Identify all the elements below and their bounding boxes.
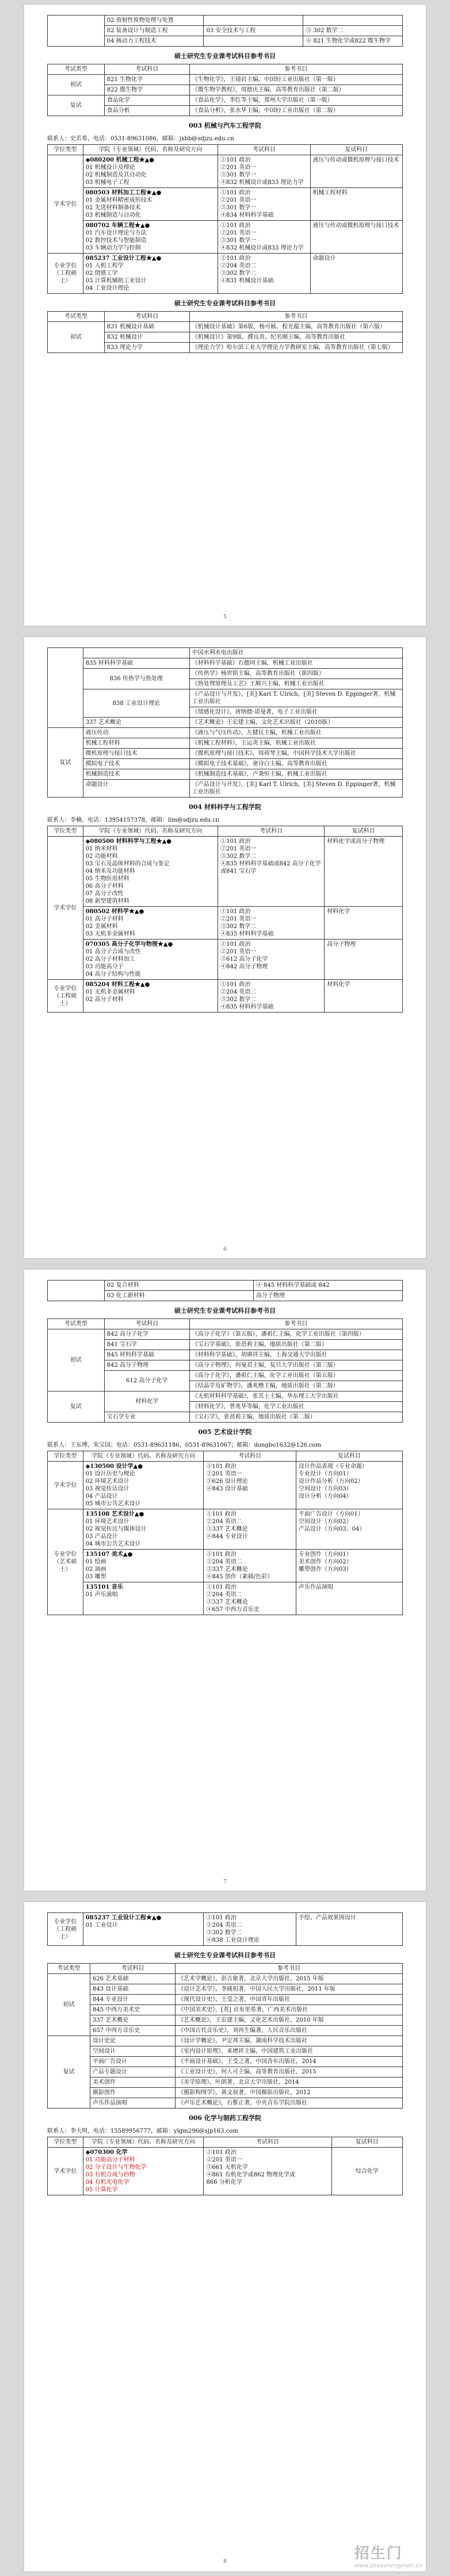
table-row: 初试 831 机械设计基础 《机械设计基础》第6版，杨可桢、程光蕴主编，高等教育出版社（第六版）	[48, 322, 403, 332]
table-row: 337 艺术概论 《艺术概论》，王宏建主编，文化艺术出版社，2010 年版	[48, 2015, 403, 2026]
table-row: 美术创作 《美学原理》，叶朗著，北京大学出版社，2014	[48, 2077, 403, 2088]
contact-line: 联系人：李楠，电话：13954157378，邮箱：lim@sdjzu.edu.cn	[47, 817, 220, 823]
table-row: 专业学位（工程硕士） 085237 工业设计工程★▲● 01 人机工程学 02 情感工学 03 计算机辅助工业设计 04 工业设计理论 ①101 政治 ②204 英语二 ③302 数学二 ④831 机械设计基础 命题设计	[48, 254, 403, 294]
major-table	[47, 1451, 403, 1615]
table-header: 考试类型 考试科目 参考书目	[48, 1964, 403, 1974]
section-heading: 硕士研究生专业课考试科目参考书目	[174, 300, 276, 307]
table-row: 微机原理与接口技术 《微机原理与接口技术》，周荷琴主编，中国科学技术大学出版社	[48, 749, 403, 759]
college-title: 005 艺术设计学院	[198, 1428, 252, 1436]
table-row: 080503 材料加工工程★▲● 01 金属材料精密成形技术 02 先进材料制备技术 03 机械制造与自动化 ①101 政治 ②201 英语一 ③301 数学一 ④834 材料科学基础 机械工程材料	[48, 188, 403, 221]
degree-type: 学术学位	[48, 837, 83, 980]
contact-line: 联系人：史若希，电话：0531-89631086，邮箱：jxbb@sdjzu.edu.cn	[47, 136, 234, 142]
table-row: 学术学位 ◆070300 化学 01 功能高分子材料 02 分子设计与生物化学 03 有机合成与药物 04 有机光电化学 05 计算化学 ①101 政治 ②201 英语一 ③661 无机化学 ④861 有机化学或862 物理化学或 866 分析化学 综合化学	[48, 2148, 403, 2195]
table-row: 初试 626 艺术基础 《艺术学概论》，彭吉象著，北京大学出版社，2015 年版	[48, 1974, 403, 1984]
table-header: 学位类型 学院（专业领域）代码、名称及研究方向 考试科目 复试科目	[48, 1451, 403, 1462]
table-row: 产品专题设计 《工业设计史》，何人可主编，高等教育出版社，2015	[48, 2067, 403, 2077]
major-table	[47, 826, 403, 1013]
table-row: 初试 842 高分子化学 《高分子化学》（第五版），潘祖仁主编，化学工业出版社（第四版）	[48, 1329, 403, 1340]
table-row: 070305 高分子化学与物理★▲● 01 高分子合成与改性 02 高分子材料加工 03 功能高分子 04 高分子结构与性能 ①101 政治 ②201 英语一 ③612 高分子化学 ④842 高分子物理 高分子物理	[48, 940, 403, 980]
section-heading: 硕士研究生专业课考试科目参考书目	[174, 1307, 276, 1314]
table-row: 复试 食品化学 《食品化学》，李红等主编，郑州大学出版社（第一版）	[48, 95, 403, 106]
major-table-continued	[47, 1280, 403, 1301]
table-row: 《情感化设计》，唐纳德·诺曼著，电子工业出版社	[48, 707, 403, 718]
table-header: 学位类型 学院（专业领域）代码、名称及研究方向 考试科目 复试科目	[48, 145, 403, 155]
table-row: 《结晶学及矿物学》，潘兆橹主编，地质出版社（第二版）	[48, 1381, 403, 1392]
table-row: 宝石学专业 《宝石学》，张蓓莉主编，地质出版社（第二版）	[48, 1412, 403, 1423]
table-row: 食品分析 《食品分析》，张水华主编，中国轻工业出版社（第二版）	[48, 106, 403, 116]
page-number: 6	[223, 1247, 227, 1252]
table-row: 135101 音乐 01 声乐演唱 ①101 政治 ②204 英语二 ③337 艺术概论 ④657 中西方音乐史 声乐作品演唱	[48, 1582, 403, 1615]
table-header: 学位类型 学院（专业领域）代码、名称及研究方向 考试科目 复试科目	[48, 2137, 403, 2148]
table-row: 838 工业设计理论 《产品设计与开发》，[美] Karl T. Ulrich，[美] Steven D. Eppinger著，机械工业出版社	[48, 689, 403, 707]
reference-books-table	[47, 1963, 403, 2109]
page-number: 7	[223, 1879, 227, 1885]
degree-type: 学术学位	[48, 155, 83, 254]
table-row: 《材料化学》，曾兆华等编，化学工业出版社	[48, 1402, 403, 1412]
table-row: 841 宝石学 《宝石学基础》，张蓓莉主编，地质出版社（第二版）	[48, 1340, 403, 1350]
table-row: 833 理论力学 《理论力学》哈尔滨工业大学理论力学教研室主编，高等教育出版社（第七版）	[48, 343, 403, 353]
table-row: 专业学位（工程硕士） 085237 工业设计工程★▲● 01 工业设计 ①101 政治 ②204 英语二 ③302 数学二 ④838 工业设计理论 手绘、产品效果图设计	[48, 1913, 403, 1946]
table-row: 空间设计 《室内设计原理》，来增祥主编，中国建筑工业出版社	[48, 2046, 403, 2057]
reference-books-table	[47, 311, 403, 353]
page-number: 8	[223, 2559, 227, 2564]
major-table-continued	[47, 15, 403, 47]
table-row: 02 装备设计与制造工程 03 安全技术与工程 ③ 302 数学二	[48, 26, 403, 36]
table-row: 复试 材料化学 《无机材料科学基础》，张其土主编，华东理工大学出版社	[48, 1392, 403, 1402]
table-row: 135107 美术▲● 01 绘画 02 油画 03 雕塑 ①101 政治 ②204 英语二 ③337 艺术概论 ④845 创作（素描/色彩） 专业创作（方向01） 美术创作（方向02） 雕塑创作（方向03）	[48, 1550, 403, 1582]
table-row: 836 传热学与热处理 《传热学》杨世铭主编，高等教育出版社（第四版）	[48, 669, 403, 679]
college-title: 006 化学与制药工程学院	[189, 2114, 261, 2122]
table-row: 命题设计 《产品设计与开发》，[美] Karl T. Ulrich，[美] Steven D. Eppinger著，机械工业出版社	[48, 780, 403, 798]
table-row: 学术学位 ◆130500 设计学▲● 01 设计历史与理论 02 环境艺术设计 03 视觉传达设计 04 产品设计 05 城市公共艺术设计 ①101 政治 ②201 英语一 ③626 设计理论 ④843 设计基础 设计作品表现（专业命题） 专业设计（方向01） 设计作品分析（方向02） 空间设计（方向03） 设计分析（方向04）	[48, 1462, 403, 1509]
table-row: 摄影创作 《摄影构图学》，黄文叔著，中国摄影出版社，2012	[48, 2088, 403, 2098]
table-row: 初试 821 生物化学 《生物化学》，王镜岩主编，中国轻工业出版社（第一版）	[48, 75, 403, 85]
table-row: 842 高分子物理 《高分子物理》，何曼君主编，复旦大学出版社（第三版）	[48, 1360, 403, 1371]
page-number: 5	[223, 614, 227, 620]
table-row: 声乐作品演唱 《声乐艺术概论》，石惟正著，中央音乐学院出版社	[48, 2098, 403, 2109]
degree-type: 专业学位（艺术硕士）	[48, 1509, 83, 1615]
table-row: 学术学位 ◆080200 机械工程★▲● 01 机械设计及理论 02 机械制造及其自动化 03 机械电子工程 ①101 政治 ②201 英语一 ③301 数学一 ④832 机械设计或833 理论力学 液压与传动或微机原理与接口技术	[48, 155, 403, 188]
table-row: 822 微生物学 《微生物学教程》，周德庆主编，高等教育出版社（第二版）	[48, 85, 403, 95]
degree-type: 学术学位	[48, 1462, 83, 1509]
table-row: 机械制造技术 《机械制造技术基础》，卢秉恒主编，机械工业出版社	[48, 769, 403, 780]
table-row: 337 艺术概论 《艺术概论》王宏建主编，文化艺术出版社（2010版）	[48, 718, 403, 728]
degree-type: 专业学位（工程硕士）	[48, 980, 83, 1013]
table-row: 835 材料科学基础 《材料科学基础》石德珂主编，机械工业出版社	[48, 658, 403, 669]
table-row: 04 核动力工程技术 ④ 821 生物化学或822 微生物学	[48, 36, 403, 47]
section-heading: 硕士研究生专业课考试科目参考书目	[174, 1952, 276, 1959]
table-row: 844 专业设计 《现代设计史》，王受之著，中国青年出版社	[48, 1995, 403, 2005]
college-title: 003 机械与汽车工程学院	[189, 122, 261, 129]
contact-line: 联系人：李大明，电话：15589956777，邮箱：ylgm296@sjp163.com	[47, 2128, 238, 2134]
document-page	[24, 1270, 426, 1891]
section-heading: 硕士研究生专业课考试科目参考书目	[174, 52, 276, 60]
document-page	[24, 1902, 426, 2571]
table-row: 657 中西方音乐史 《中国古代音乐史》，刘再生编著，人民音乐出版社	[48, 2026, 403, 2036]
contact-line: 联系人：王东博，朱宝国；电话：0531-89631186，0531-89631067；邮箱：dongbo1632@126.com	[47, 1442, 321, 1448]
table-row: 03 化工新材料 高分子物理	[48, 1291, 403, 1301]
table-header: 学位类型 学院（专业领域）代码、名称及研究方向 考试科目 复试科目	[48, 826, 403, 837]
table-row: 02 复合材料 ④ 845 材料科学基础或 842	[48, 1281, 403, 1291]
table-row: 《热处理原理及工艺》王顺兴主编，机械工业出版社	[48, 679, 403, 689]
reference-books-table	[47, 1318, 403, 1423]
table-header: 考试类型 考试科目 参考书目	[48, 312, 403, 322]
degree-type: 学术学位	[48, 2148, 83, 2195]
table-row: 复试 液压传动 《液压与气压传动》，左健民主编，机械工业出版社	[48, 728, 403, 738]
degree-type: 专业学位（工程硕士）	[48, 1913, 83, 1946]
table-row: 845 中西方美术史 《中国美术史》，[英] 贡布里希著，广西美术出版社	[48, 2005, 403, 2015]
major-table	[47, 2137, 403, 2195]
table-row: 832 机械设计 《机械设计》第9版，濮良贵、纪名刚主编，高等教育出版社	[48, 332, 403, 343]
table-row: 843 设计基础 《设计艺术学》，李砚祖著，中国人民大学出版社，2011 年版	[48, 1984, 403, 1995]
major-table-continued	[47, 1912, 403, 1946]
degree-type: 专业学位（工程硕士）	[48, 254, 83, 294]
table-header: 考试类型 考试科目 参考书目	[48, 1319, 403, 1329]
table-row: 080502 材料学★▲● 01 高分子材料 02 金属材料 03 无机非金属材料 ①101 政治 ②201 英语一 ③302 数学二 ④835 材料科学基础 材料化学	[48, 907, 403, 940]
document-page	[24, 637, 426, 1258]
college-title: 004 材料科学与工程学院	[189, 803, 261, 811]
document-page	[24, 5, 426, 626]
table-row: 中国水利水电出版社	[48, 648, 403, 658]
table-row: 复试 设计史论 《设计学概论》，尹定邦主编，湖南科学技术出版社	[48, 2036, 403, 2046]
table-row: 学术学位 ◆080500 材料科学与工程★▲● 01 纳米材料 02 功能材料 03 宝石及晶体材料的合成与鉴定 04 纳米及功能材料 05 生物医用材料 06 高分子材料 07 高分子改性 08 新型建筑材料 ①101 政治 ②201 英语一 ③302 数学二 ④835 材料科学基础或842 高分子化学或841 宝石学 材料化学或高分子物理	[48, 837, 403, 907]
table-row: 专业学位（艺术硕士） 135108 艺术设计▲● 01 环境艺术设计 02 视觉传达与媒体设计 03 产品设计 04 城市公共艺术设计 ①101 政治 ②204 英语二 ③337 艺术概论 ④844 专业设计 平面广告设计（方向01） 空间设计（方向02） 产品设计（方向03、04）	[48, 1509, 403, 1550]
table-header: 考试类型 考试科目 参考书目	[48, 64, 403, 75]
table-row: 080702 车辆工程★▲● 01 汽车设计理论与方法 02 数控技术与智能制造 03 车辆动力学与控制 ①101 政治 ②201 英语一 ③301 数学一 ④832 机械设计或833 理论力学 液压与传动或微机原理与接口技术	[48, 221, 403, 254]
major-table	[47, 144, 403, 294]
table-row: 专业学位（工程硕士） 085204 材料工程★▲● 01 无机非金属材料 02 高分子材料 ①101 政治 ②204 英语二 ③302 数学二 ④835 材料科学基础 材料化学	[48, 980, 403, 1013]
watermark-logo: 招生门 www.zhaoshengmen.cn	[354, 2545, 422, 2569]
table-row: 平面广告设计 《平面设计基础》，王受之著，中国青年出版社，2014	[48, 2057, 403, 2067]
reference-books-table	[47, 647, 403, 798]
table-row: 02 放射性废物处理与处置	[48, 16, 403, 26]
reference-books-table	[47, 64, 403, 116]
table-row: 845 材料科学基础 《材料科学基础》，胡赓祥主编，上海交通大学出版社	[48, 1350, 403, 1360]
table-row: 模拟电子技术 《模拟电子技术基础》，童诗白主编，高等教育出版社	[48, 759, 403, 769]
table-row: 机械工程材料 《机械工程材料》，王运炎主编，机械工业出版社	[48, 738, 403, 749]
table-row: 612 高分子化学 《高分子化学》，潘祖仁主编，化学工业出版社（第五版）	[48, 1371, 403, 1381]
